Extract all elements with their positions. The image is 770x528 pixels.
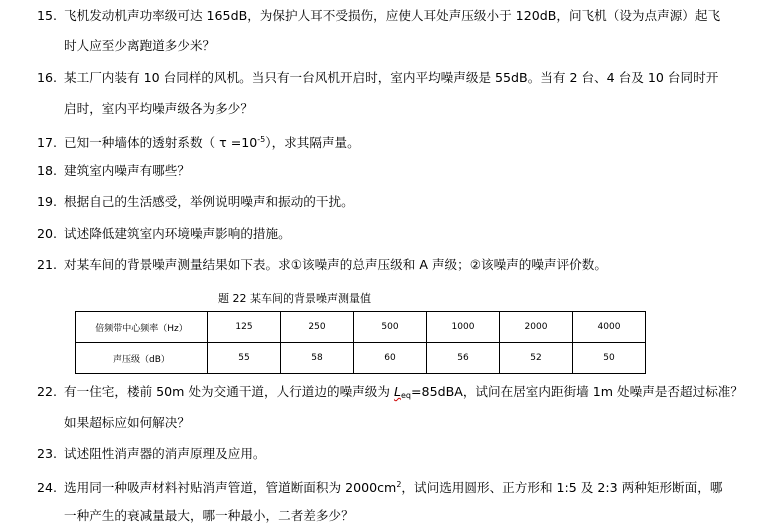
question-text: 建筑室内噪声有哪些？ bbox=[64, 163, 190, 178]
question-24 bbox=[37, 477, 722, 496]
question-text-b: ，试问选用圆形、正方形和 1:5 及 2:3 两种矩形断面，哪 bbox=[401, 480, 723, 496]
table-cell: 250 bbox=[281, 312, 354, 343]
question-text-a: 已知一种墙体的透射系数（ τ =10 bbox=[64, 135, 258, 151]
table-cell: 500 bbox=[354, 312, 427, 343]
question-text-b: ），求其隔声量。 bbox=[265, 135, 360, 151]
question-text: 试述阻性消声器的消声原理及应用。 bbox=[64, 446, 266, 461]
leq-symbol: L bbox=[393, 384, 401, 399]
question-number: 20. bbox=[37, 226, 58, 241]
table-cell: 60 bbox=[354, 343, 427, 374]
question-24-continuation: 一种产生的衰减量最大，哪一种最小，二者差多少？ bbox=[64, 508, 354, 523]
question-16 bbox=[37, 70, 718, 86]
question-number: 24. bbox=[37, 480, 58, 496]
question-19 bbox=[37, 194, 354, 210]
question-number: 17. bbox=[37, 135, 58, 151]
question-22-continuation: 如果超标应如何解决？ bbox=[64, 415, 190, 430]
row-label-frequency: 倍频带中心频率（Hz） bbox=[76, 312, 208, 343]
table-cell: 58 bbox=[281, 343, 354, 374]
question-20 bbox=[37, 226, 291, 242]
table-cell: 125 bbox=[208, 312, 281, 343]
table-title: 题 22 某车间的背景噪声测量值 bbox=[218, 292, 371, 305]
question-16-continuation: 启时，室内平均噪声级各为多少？ bbox=[64, 101, 253, 116]
table-row-level bbox=[76, 343, 646, 374]
row-label-level: 声压级（dB） bbox=[76, 343, 208, 374]
question-text: 飞机发动机声功率级可达 165dB，为保护人耳不受损伤，应使人耳处声压级小于 120dB，问飞机（设为点声源）起飞 bbox=[64, 8, 721, 23]
question-number: 15. bbox=[37, 8, 58, 23]
table-cell: 52 bbox=[500, 343, 573, 374]
question-23 bbox=[37, 446, 266, 462]
question-number: 19. bbox=[37, 194, 58, 209]
question-text-a: 有一住宅，楼前 50m 处为交通干道，人行道边的噪声级为 bbox=[64, 384, 394, 399]
question-text: 对某车间的背景噪声测量结果如下表。求①该噪声的总声压级和 A 声级；②该噪声的噪声评价数。 bbox=[64, 257, 607, 272]
table-cell: 1000 bbox=[427, 312, 500, 343]
question-17 bbox=[37, 132, 360, 151]
question-21 bbox=[37, 257, 607, 273]
question-22 bbox=[37, 384, 743, 404]
question-15-continuation: 时人应至少离跑道多少米？ bbox=[64, 38, 216, 53]
question-text: 试述降低建筑室内环境噪声影响的措施。 bbox=[64, 226, 291, 241]
question-number: 18. bbox=[37, 163, 58, 178]
question-text: 某工厂内装有 10 台同样的风机。当只有一台风机开启时，室内平均噪声级是 55dB。当有 2 台、4 台及 10 台同时开 bbox=[64, 70, 719, 85]
table-cell: 56 bbox=[427, 343, 500, 374]
table-cell: 50 bbox=[573, 343, 646, 374]
table-row-frequency bbox=[76, 312, 646, 343]
table-cell: 4000 bbox=[573, 312, 646, 343]
question-text: 根据自己的生活感受，举例说明噪声和振动的干扰。 bbox=[64, 194, 354, 209]
exponent: -5 bbox=[257, 135, 266, 144]
table-cell: 2000 bbox=[500, 312, 573, 343]
exponent: 2 bbox=[396, 480, 402, 489]
noise-table bbox=[75, 311, 646, 374]
question-number: 22. bbox=[37, 384, 58, 399]
question-number: 21. bbox=[37, 257, 58, 272]
question-text-b: =85dBA，试问在居室内距街墙 1m 处噪声是否超过标准？ bbox=[411, 384, 743, 399]
question-15 bbox=[37, 8, 720, 24]
leq-subscript: eq bbox=[401, 391, 411, 400]
question-number: 23. bbox=[37, 446, 58, 461]
question-text-a: 选用同一种吸声材料衬贴消声管道，管道断面积为 2000cm bbox=[64, 480, 397, 496]
question-18 bbox=[37, 163, 190, 179]
table-cell: 55 bbox=[208, 343, 281, 374]
question-number: 16. bbox=[37, 70, 58, 85]
